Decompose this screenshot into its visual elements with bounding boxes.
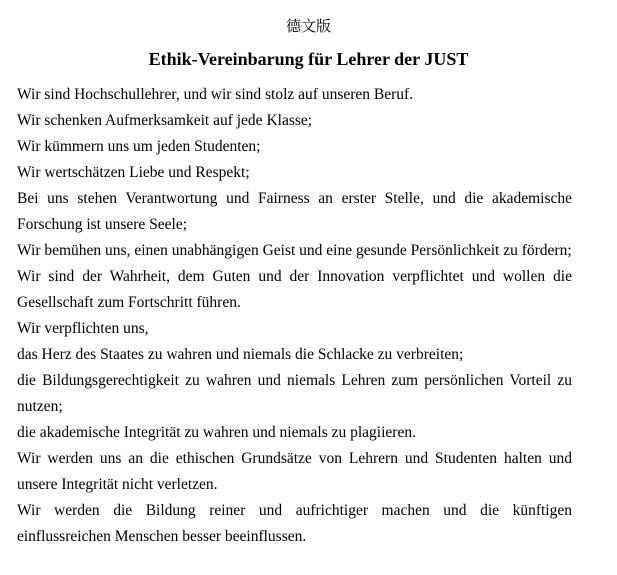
paragraph-5: Bei uns stehen Verantwortung und Fairness an erster Stelle, und die akademische Forschung ist unsere Seele; bbox=[17, 190, 572, 233]
paragraph-2: Wir schenken Aufmerksamkeit auf jede Klasse; bbox=[17, 112, 313, 129]
paragraph-9: das Herz des Staates zu wahren und niemals die Schlacke zu verbreiten; bbox=[17, 346, 464, 363]
paragraph-13: Wir werden die Bildung reiner und aufrichtiger machen und die künftigen einflussreichen Menschen besser beeinflussen. bbox=[17, 502, 572, 545]
document-title: Ethik-Vereinbarung für Lehrer der JUST bbox=[148, 49, 469, 69]
paragraph-4: Wir wertschätzen Liebe und Respekt; bbox=[17, 164, 250, 181]
paragraph-11: die akademische Integrität zu wahren und niemals zu plagiieren. bbox=[17, 424, 416, 441]
paragraph-7: Wir sind der Wahrheit, dem Guten und der Innovation verpflichtet und wollen die Gesellschaft zum Fortschritt führen. bbox=[17, 268, 572, 311]
paragraph-6: Wir bemühen uns, einen unabhängigen Geist und eine gesunde Persönlichkeit zu fördern; bbox=[17, 242, 572, 259]
paragraph-1: Wir sind Hochschullehrer, und wir sind stolz auf unseren Beruf. bbox=[17, 86, 414, 103]
document-body bbox=[17, 82, 572, 550]
paragraph-10: die Bildungsgerechtigkeit zu wahren und niemals Lehren zum persönlichen Vorteil zu nutzen; bbox=[17, 372, 572, 415]
paragraph-12: Wir werden uns an die ethischen Grundsätze von Lehrern und Studenten halten und unsere Integrität nicht verletzen. bbox=[17, 450, 572, 493]
version-label: 德文版 bbox=[285, 17, 331, 35]
paragraph-3: Wir kümmern uns um jeden Studenten; bbox=[17, 138, 261, 155]
paragraph-8: Wir verpflichten uns, bbox=[17, 320, 149, 337]
